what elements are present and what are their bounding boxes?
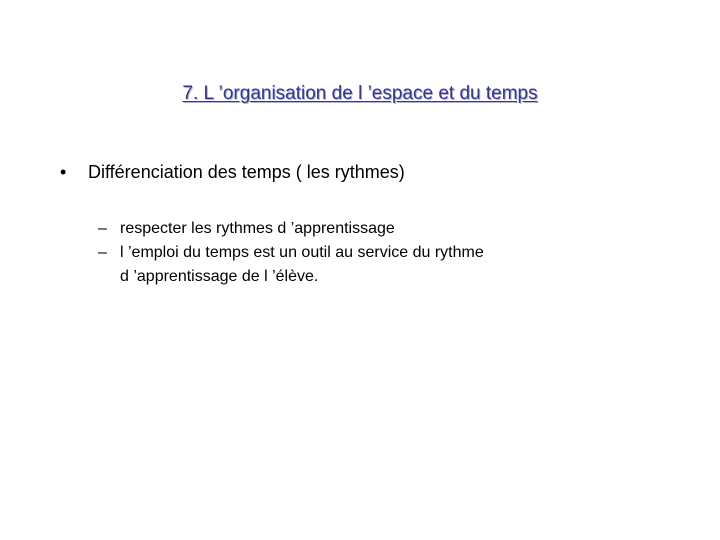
sub-bullet-item — [98, 241, 484, 289]
dash-icon: – — [98, 244, 107, 261]
sub-bullet-line: l ’emploi du temps est un outil au service du rythme — [120, 244, 484, 261]
sub-bullet-item — [98, 217, 484, 241]
slide-title: 7. L ’organisation de l ’espace et du temps — [182, 83, 538, 104]
sub-bullet-line: d ’apprentissage de l ’élève. — [120, 268, 319, 285]
bullet-item — [60, 160, 405, 184]
bullet-icon: • — [60, 162, 67, 182]
sub-bullet-text — [120, 217, 395, 241]
sub-bullet-text — [120, 241, 484, 289]
dash-icon: – — [98, 220, 107, 237]
sub-bullet-list — [98, 217, 484, 289]
bullet-text: Différenciation des temps ( les rythmes) — [88, 162, 405, 182]
sub-bullet-line: respecter les rythmes d ’apprentissage — [120, 220, 395, 237]
